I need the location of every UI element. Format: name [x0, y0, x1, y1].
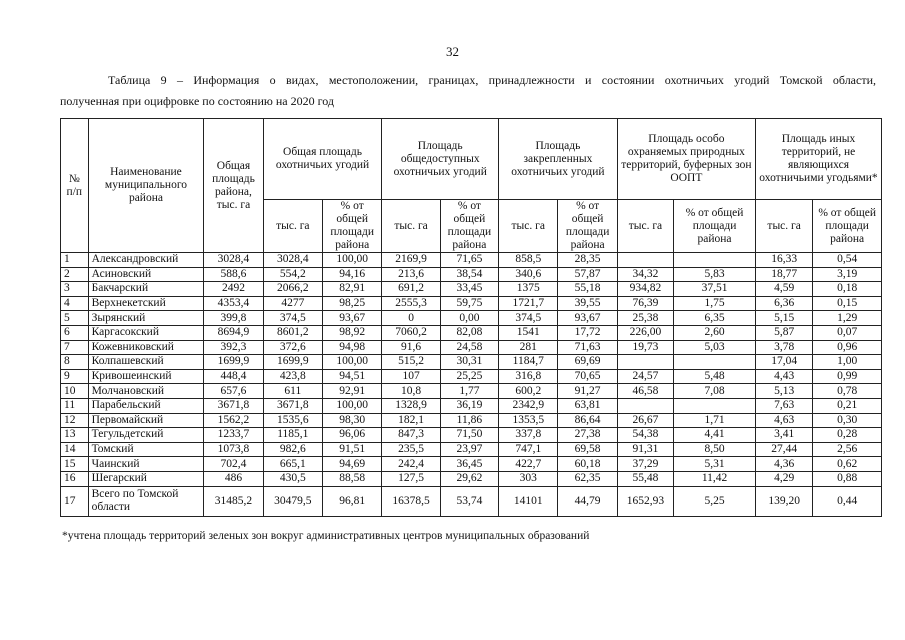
cell-h-pct: 94,98 [323, 340, 382, 355]
cell-n: 16 [61, 471, 89, 486]
cell-p-pct: 36,45 [440, 457, 498, 472]
cell-total: 31485,2 [204, 486, 263, 516]
cell-a-pct: 55,18 [558, 282, 617, 297]
table-row [61, 282, 882, 297]
cell-p-pct: 0,00 [440, 311, 498, 326]
cell-h-ha: 2066,2 [263, 282, 322, 297]
cell-a-ha: 316,8 [499, 369, 558, 384]
cell-x-pct: 0,99 [813, 369, 882, 384]
cell-name: Первомайский [88, 413, 204, 428]
cell-a-pct: 86,64 [558, 413, 617, 428]
cell-p-pct: 33,45 [440, 282, 498, 297]
cell-x-pct: 0,07 [813, 325, 882, 340]
cell-a-pct: 39,55 [558, 296, 617, 311]
cell-o-pct [674, 253, 756, 268]
cell-o-pct [674, 355, 756, 370]
cell-p-pct: 1,77 [440, 384, 498, 399]
cell-p-pct: 24,58 [440, 340, 498, 355]
cell-o-ha [617, 398, 673, 413]
cell-o-pct: 11,42 [674, 471, 756, 486]
cell-name: Всего по Томской области [88, 486, 204, 516]
cell-o-ha: 26,67 [617, 413, 673, 428]
subheader-pct: % от общей площади района [323, 200, 382, 253]
table-body [61, 253, 882, 517]
cell-h-pct: 98,92 [323, 325, 382, 340]
cell-p-ha: 91,6 [382, 340, 440, 355]
cell-p-ha: 242,4 [382, 457, 440, 472]
table-total-row [61, 486, 882, 516]
cell-a-ha: 600,2 [499, 384, 558, 399]
cell-p-pct: 53,74 [440, 486, 498, 516]
cell-n: 14 [61, 442, 89, 457]
cell-x-ha: 16,33 [755, 253, 812, 268]
cell-x-pct: 0,88 [813, 471, 882, 486]
cell-p-ha: 2555,3 [382, 296, 440, 311]
subheader-pct: % от общей площади района [558, 200, 617, 253]
table-row [61, 398, 882, 413]
cell-n: 17 [61, 486, 89, 516]
cell-name: Томский [88, 442, 204, 457]
cell-o-ha: 1652,93 [617, 486, 673, 516]
cell-p-ha: 182,1 [382, 413, 440, 428]
cell-p-pct: 11,86 [440, 413, 498, 428]
subheader-pct: % от общей площади района [674, 200, 756, 253]
cell-n: 12 [61, 413, 89, 428]
cell-x-pct: 0,18 [813, 282, 882, 297]
cell-x-ha: 4,43 [755, 369, 812, 384]
cell-o-ha: 24,57 [617, 369, 673, 384]
cell-p-ha: 0 [382, 311, 440, 326]
cell-p-pct: 25,25 [440, 369, 498, 384]
cell-x-pct: 3,19 [813, 267, 882, 282]
cell-h-ha: 3671,8 [263, 398, 322, 413]
cell-n: 9 [61, 369, 89, 384]
subheader-ha: тыс. га [499, 200, 558, 253]
cell-h-pct: 96,81 [323, 486, 382, 516]
cell-n: 13 [61, 428, 89, 443]
cell-h-ha: 3028,4 [263, 253, 322, 268]
cell-n: 3 [61, 282, 89, 297]
cell-o-pct: 5,03 [674, 340, 756, 355]
cell-x-ha: 27,44 [755, 442, 812, 457]
cell-a-ha: 1721,7 [499, 296, 558, 311]
cell-a-pct: 28,35 [558, 253, 617, 268]
cell-h-pct: 94,16 [323, 267, 382, 282]
cell-a-pct: 62,35 [558, 471, 617, 486]
cell-o-pct: 5,48 [674, 369, 756, 384]
cell-h-ha: 665,1 [263, 457, 322, 472]
table-row [61, 413, 882, 428]
cell-name: Бакчарский [88, 282, 204, 297]
header-other-area: Площадь иных территорий, не являющихся охотничьими угодьями* [755, 119, 881, 200]
header-hunting-area: Общая площадь охотничьих угодий [263, 119, 382, 200]
cell-total: 1562,2 [204, 413, 263, 428]
cell-a-ha: 1375 [499, 282, 558, 297]
cell-total: 399,8 [204, 311, 263, 326]
cell-x-ha: 3,78 [755, 340, 812, 355]
table-row [61, 428, 882, 443]
cell-a-ha: 2342,9 [499, 398, 558, 413]
cell-x-ha: 17,04 [755, 355, 812, 370]
cell-p-pct: 38,54 [440, 267, 498, 282]
cell-o-pct: 5,25 [674, 486, 756, 516]
cell-x-ha: 4,29 [755, 471, 812, 486]
cell-total: 486 [204, 471, 263, 486]
cell-o-pct: 4,41 [674, 428, 756, 443]
cell-h-ha: 4277 [263, 296, 322, 311]
cell-p-pct: 23,97 [440, 442, 498, 457]
cell-x-pct: 1,29 [813, 311, 882, 326]
cell-name: Зырянский [88, 311, 204, 326]
subheader-pct: % от общей площади района [813, 200, 882, 253]
cell-a-ha: 1353,5 [499, 413, 558, 428]
cell-h-pct: 98,25 [323, 296, 382, 311]
cell-o-ha: 55,48 [617, 471, 673, 486]
cell-o-pct: 37,51 [674, 282, 756, 297]
cell-h-pct: 93,67 [323, 311, 382, 326]
cell-p-ha: 16378,5 [382, 486, 440, 516]
cell-h-pct: 96,06 [323, 428, 382, 443]
cell-o-ha: 19,73 [617, 340, 673, 355]
cell-x-pct: 2,56 [813, 442, 882, 457]
cell-o-pct: 1,75 [674, 296, 756, 311]
cell-a-ha: 422,7 [499, 457, 558, 472]
cell-p-ha: 515,2 [382, 355, 440, 370]
cell-name: Каргасокский [88, 325, 204, 340]
cell-o-ha: 46,58 [617, 384, 673, 399]
cell-x-pct: 0,62 [813, 457, 882, 472]
subheader-ha: тыс. га [755, 200, 812, 253]
cell-x-ha: 4,59 [755, 282, 812, 297]
cell-total: 3028,4 [204, 253, 263, 268]
cell-o-ha: 91,31 [617, 442, 673, 457]
cell-p-pct: 71,65 [440, 253, 498, 268]
cell-name: Колпашевский [88, 355, 204, 370]
cell-h-ha: 372,6 [263, 340, 322, 355]
table-row [61, 442, 882, 457]
cell-n: 6 [61, 325, 89, 340]
cell-name: Парабельский [88, 398, 204, 413]
subheader-ha: тыс. га [263, 200, 322, 253]
cell-name: Молчановский [88, 384, 204, 399]
caption-line-1: Таблица 9 – Информация о видах, местоположении, границах, принадлежности и состоянии охотничьих угодий Томской области, [108, 73, 876, 87]
table-row [61, 296, 882, 311]
cell-a-ha: 374,5 [499, 311, 558, 326]
cell-o-ha: 25,38 [617, 311, 673, 326]
cell-x-pct: 1,00 [813, 355, 882, 370]
cell-h-pct: 88,58 [323, 471, 382, 486]
cell-name: Александровский [88, 253, 204, 268]
cell-total: 392,3 [204, 340, 263, 355]
cell-p-ha: 2169,9 [382, 253, 440, 268]
cell-a-pct: 93,67 [558, 311, 617, 326]
cell-h-ha: 1535,6 [263, 413, 322, 428]
cell-total: 4353,4 [204, 296, 263, 311]
cell-n: 5 [61, 311, 89, 326]
cell-x-ha: 6,36 [755, 296, 812, 311]
cell-a-pct: 91,27 [558, 384, 617, 399]
cell-h-ha: 982,6 [263, 442, 322, 457]
cell-h-pct: 91,51 [323, 442, 382, 457]
cell-h-ha: 611 [263, 384, 322, 399]
cell-a-ha: 281 [499, 340, 558, 355]
cell-h-ha: 30479,5 [263, 486, 322, 516]
cell-o-ha [617, 355, 673, 370]
cell-a-pct: 63,81 [558, 398, 617, 413]
cell-n: 15 [61, 457, 89, 472]
cell-h-pct: 98,30 [323, 413, 382, 428]
cell-total: 2492 [204, 282, 263, 297]
cell-a-pct: 71,63 [558, 340, 617, 355]
cell-p-ha: 213,6 [382, 267, 440, 282]
cell-total: 702,4 [204, 457, 263, 472]
cell-a-pct: 57,87 [558, 267, 617, 282]
cell-p-pct: 30,31 [440, 355, 498, 370]
header-assigned-area: Площадь закрепленных охотничьих угодий [499, 119, 618, 200]
cell-a-ha: 858,5 [499, 253, 558, 268]
cell-h-pct: 100,00 [323, 355, 382, 370]
cell-name: Шегарский [88, 471, 204, 486]
cell-name: Чаинский [88, 457, 204, 472]
cell-name: Кожевниковский [88, 340, 204, 355]
cell-x-pct: 0,78 [813, 384, 882, 399]
cell-x-ha: 4,63 [755, 413, 812, 428]
cell-o-ha: 54,38 [617, 428, 673, 443]
cell-o-ha: 934,82 [617, 282, 673, 297]
cell-a-ha: 747,1 [499, 442, 558, 457]
cell-o-ha: 226,00 [617, 325, 673, 340]
hunting-grounds-table [60, 118, 882, 517]
cell-total: 1233,7 [204, 428, 263, 443]
cell-o-pct: 6,35 [674, 311, 756, 326]
footnote: *учтена площадь территорий зеленых зон вокруг административных центров муниципальных образований [62, 530, 590, 542]
cell-p-ha: 1328,9 [382, 398, 440, 413]
cell-p-pct: 59,75 [440, 296, 498, 311]
cell-total: 1073,8 [204, 442, 263, 457]
cell-o-ha: 37,29 [617, 457, 673, 472]
table-row [61, 325, 882, 340]
cell-name: Верхнекетский [88, 296, 204, 311]
cell-h-ha: 374,5 [263, 311, 322, 326]
cell-o-pct: 2,60 [674, 325, 756, 340]
cell-x-pct: 0,28 [813, 428, 882, 443]
cell-name: Тегульдетский [88, 428, 204, 443]
cell-h-ha: 1699,9 [263, 355, 322, 370]
table-caption [60, 70, 876, 112]
cell-h-pct: 100,00 [323, 253, 382, 268]
subheader-ha: тыс. га [382, 200, 440, 253]
cell-o-pct: 8,50 [674, 442, 756, 457]
cell-p-ha: 847,3 [382, 428, 440, 443]
cell-h-pct: 94,51 [323, 369, 382, 384]
cell-x-ha: 5,15 [755, 311, 812, 326]
cell-x-ha: 18,77 [755, 267, 812, 282]
cell-h-pct: 92,91 [323, 384, 382, 399]
cell-o-pct: 1,71 [674, 413, 756, 428]
cell-a-pct: 60,18 [558, 457, 617, 472]
cell-x-ha: 7,63 [755, 398, 812, 413]
subheader-ha: тыс. га [617, 200, 673, 253]
cell-x-ha: 139,20 [755, 486, 812, 516]
table-row [61, 384, 882, 399]
cell-h-pct: 94,69 [323, 457, 382, 472]
table-row [61, 457, 882, 472]
cell-p-pct: 29,62 [440, 471, 498, 486]
cell-total: 8694,9 [204, 325, 263, 340]
cell-h-ha: 1185,1 [263, 428, 322, 443]
cell-a-ha: 340,6 [499, 267, 558, 282]
cell-n: 2 [61, 267, 89, 282]
cell-a-pct: 70,65 [558, 369, 617, 384]
cell-total: 657,6 [204, 384, 263, 399]
cell-o-pct: 5,83 [674, 267, 756, 282]
cell-o-ha [617, 253, 673, 268]
cell-a-pct: 27,38 [558, 428, 617, 443]
cell-p-ha: 7060,2 [382, 325, 440, 340]
header-public-area: Площадь общедоступных охотничьих угодий [382, 119, 499, 200]
cell-p-ha: 691,2 [382, 282, 440, 297]
cell-n: 11 [61, 398, 89, 413]
cell-a-pct: 69,58 [558, 442, 617, 457]
cell-x-pct: 0,96 [813, 340, 882, 355]
cell-name: Асиновский [88, 267, 204, 282]
cell-n: 8 [61, 355, 89, 370]
table-row [61, 267, 882, 282]
cell-p-ha: 235,5 [382, 442, 440, 457]
cell-a-pct: 44,79 [558, 486, 617, 516]
header-total-area: Общая площадь района, тыс. га [204, 119, 263, 253]
page-number: 32 [446, 44, 459, 59]
cell-a-ha: 303 [499, 471, 558, 486]
cell-h-pct: 82,91 [323, 282, 382, 297]
cell-x-ha: 5,13 [755, 384, 812, 399]
table-row [61, 253, 882, 268]
cell-x-ha: 3,41 [755, 428, 812, 443]
table-row [61, 311, 882, 326]
table-row [61, 355, 882, 370]
header-protected-area: Площадь особо охраняемых природных территорий, буферных зон ООПТ [617, 119, 755, 200]
cell-a-ha: 1541 [499, 325, 558, 340]
header-num: № п/п [61, 119, 89, 253]
cell-p-ha: 107 [382, 369, 440, 384]
cell-x-ha: 4,36 [755, 457, 812, 472]
cell-o-pct: 5,31 [674, 457, 756, 472]
table-row [61, 369, 882, 384]
cell-o-ha: 76,39 [617, 296, 673, 311]
cell-n: 7 [61, 340, 89, 355]
cell-h-ha: 554,2 [263, 267, 322, 282]
cell-p-pct: 82,08 [440, 325, 498, 340]
cell-x-pct: 0,54 [813, 253, 882, 268]
table-row [61, 340, 882, 355]
cell-p-ha: 127,5 [382, 471, 440, 486]
cell-x-pct: 0,21 [813, 398, 882, 413]
cell-x-pct: 0,15 [813, 296, 882, 311]
cell-x-pct: 0,30 [813, 413, 882, 428]
cell-total: 3671,8 [204, 398, 263, 413]
cell-p-ha: 10,8 [382, 384, 440, 399]
cell-a-pct: 17,72 [558, 325, 617, 340]
cell-h-ha: 423,8 [263, 369, 322, 384]
cell-x-pct: 0,44 [813, 486, 882, 516]
cell-o-pct: 7,08 [674, 384, 756, 399]
cell-h-pct: 100,00 [323, 398, 382, 413]
table-row [61, 471, 882, 486]
cell-total: 1699,9 [204, 355, 263, 370]
cell-p-pct: 36,19 [440, 398, 498, 413]
cell-h-ha: 430,5 [263, 471, 322, 486]
cell-a-ha: 14101 [499, 486, 558, 516]
subheader-pct: % от общей площади района [440, 200, 498, 253]
cell-p-pct: 71,50 [440, 428, 498, 443]
cell-a-pct: 69,69 [558, 355, 617, 370]
header-name: Наименование муниципального района [88, 119, 204, 253]
cell-total: 588,6 [204, 267, 263, 282]
caption-line-2: полученная при оцифровке по состоянию на 2020 год [60, 94, 334, 108]
cell-name: Кривошеинский [88, 369, 204, 384]
cell-n: 1 [61, 253, 89, 268]
cell-h-ha: 8601,2 [263, 325, 322, 340]
cell-total: 448,4 [204, 369, 263, 384]
cell-a-ha: 337,8 [499, 428, 558, 443]
cell-n: 4 [61, 296, 89, 311]
cell-o-ha: 34,32 [617, 267, 673, 282]
cell-a-ha: 1184,7 [499, 355, 558, 370]
cell-o-pct [674, 398, 756, 413]
cell-x-ha: 5,87 [755, 325, 812, 340]
cell-n: 10 [61, 384, 89, 399]
